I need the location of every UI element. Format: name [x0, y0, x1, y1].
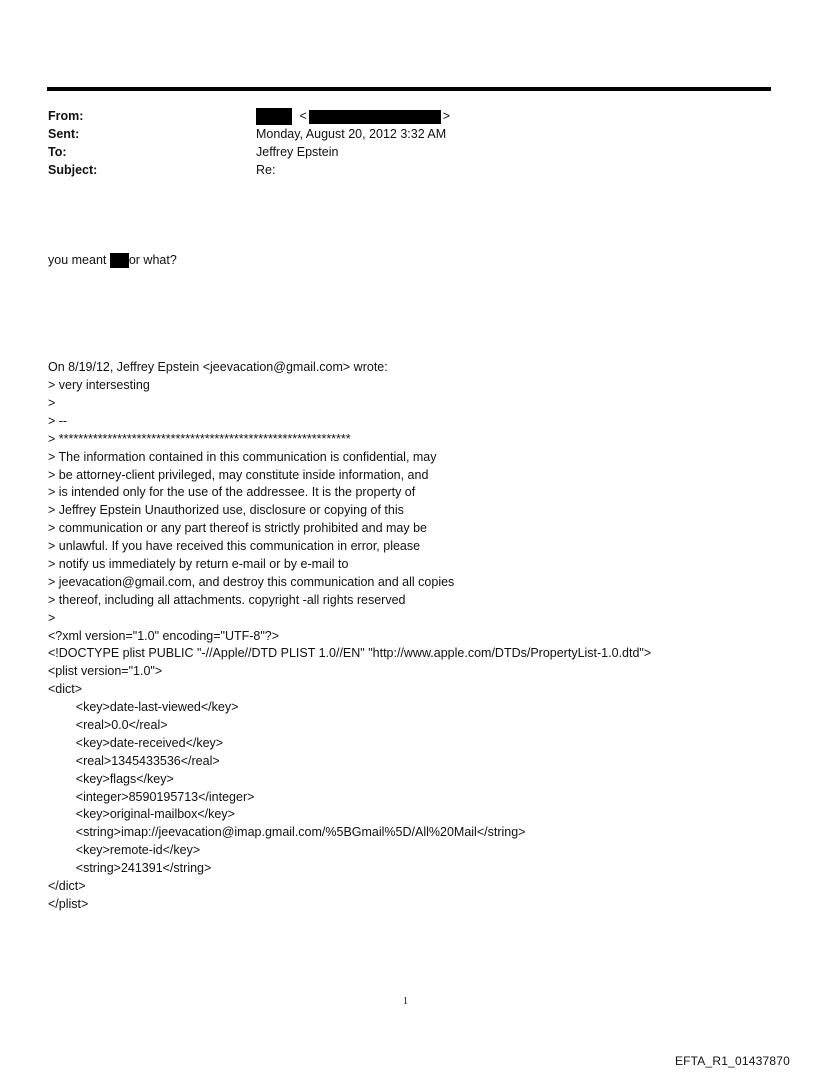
- reply-end: or what?: [128, 252, 177, 267]
- header-rule: [47, 87, 771, 91]
- quoted-line: <plist version="1.0">: [48, 664, 163, 679]
- quoted-line: > notify us immediately by return e-mail or by e-mail to: [48, 557, 349, 572]
- quoted-line: <dict>: [48, 682, 83, 697]
- subject-value: Re:: [256, 163, 276, 177]
- quoted-line: <key>date-last-viewed</key>: [48, 700, 239, 715]
- quoted-line: > --: [48, 413, 68, 428]
- quoted-line: > very intersesting: [48, 378, 150, 393]
- quoted-line: > The information contained in this communication is confidential, may: [48, 449, 437, 464]
- email-body: [48, 216, 651, 932]
- to-label: To:: [48, 145, 67, 159]
- reply-start: you meant: [48, 252, 110, 267]
- reply-line: [48, 252, 651, 270]
- redaction-box: [309, 110, 441, 124]
- quoted-line: <real>1345433536</real>: [48, 753, 220, 768]
- document-id: EFTA_R1_01437870: [674, 1054, 790, 1068]
- quoted-line: > ************************************************************: [48, 431, 351, 446]
- redaction-box: [110, 253, 129, 268]
- quoted-line: <string>imap://jeevacation@imap.gmail.com/%5BGmail%5D/All%20Mail</string>: [48, 825, 526, 840]
- quoted-line: <?xml version="1.0" encoding="UTF-8"?>: [48, 628, 280, 643]
- page-number: 1: [403, 996, 408, 1007]
- sent-label: Sent:: [48, 127, 80, 141]
- quoted-line: > thereof, including all attachments. copyright -all rights reserved: [48, 592, 406, 607]
- quoted-line: > unlawful. If you have received this communication in error, please: [48, 539, 421, 554]
- quoted-line: > Jeffrey Epstein Unauthorized use, disclosure or copying of this: [48, 503, 404, 518]
- quoted-line: </dict>: [48, 879, 86, 894]
- from-value: [256, 107, 450, 125]
- quoted-line: > communication or any part thereof is strictly prohibited and may be: [48, 521, 428, 536]
- subject-label: Subject:: [48, 163, 98, 177]
- quoted-line: <!DOCTYPE plist PUBLIC "-//Apple//DTD PLIST 1.0//EN" "http://www.apple.com/DTDs/PropertyList-1.0.dtd">: [48, 646, 652, 661]
- quoted-line: <key>flags</key>: [48, 771, 174, 786]
- quoted-line: <key>date-received</key>: [48, 735, 224, 750]
- quoted-line: >: [48, 610, 56, 625]
- quoted-line: <key>original-mailbox</key>: [48, 807, 235, 822]
- from-gt: >: [442, 109, 451, 123]
- quoted-line: <string>241391</string>: [48, 861, 212, 876]
- from-label: From:: [48, 109, 84, 123]
- quoted-line: <key>remote-id</key>: [48, 843, 201, 858]
- redaction-box: [256, 108, 292, 125]
- quoted-message: [48, 359, 651, 914]
- quoted-line: >: [48, 396, 56, 410]
- quoted-line: On 8/19/12, Jeffrey Epstein <jeevacation@gmail.com> wrote:: [48, 360, 388, 375]
- quoted-line: > be attorney-client privileged, may constitute inside information, and: [48, 467, 429, 482]
- from-lt: <: [299, 109, 307, 123]
- quoted-line: <integer>8590195713</integer>: [48, 789, 255, 804]
- quoted-line: > jeevacation@gmail.com, and destroy this communication and all copies: [48, 574, 455, 589]
- quoted-line: <real>0.0</real>: [48, 718, 168, 733]
- sent-value: Monday, August 20, 2012 3:32 AM: [256, 127, 447, 141]
- quoted-line: > is intended only for the use of the addressee. It is the property of: [48, 485, 416, 500]
- to-value: Jeffrey Epstein: [256, 145, 339, 159]
- quoted-line: </plist>: [48, 896, 89, 911]
